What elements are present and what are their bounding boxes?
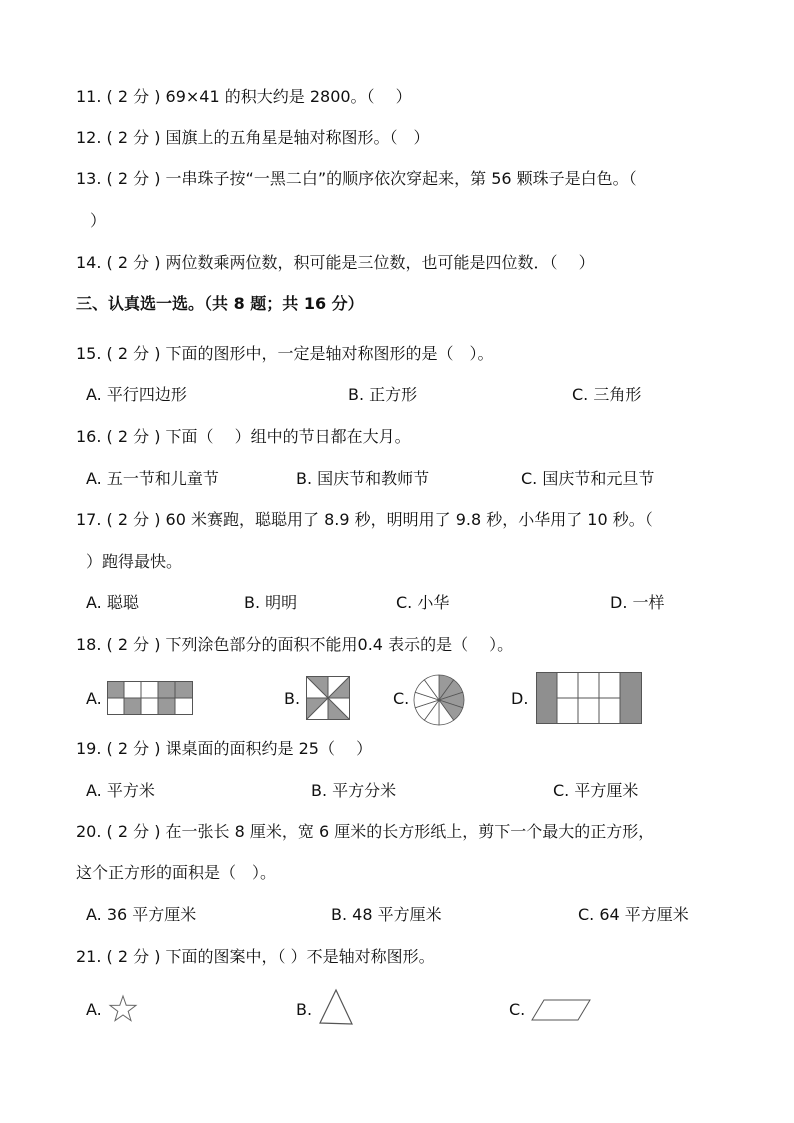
question-17-line-2: ）跑得最快。	[86, 552, 183, 571]
q16-option-b: B. 国庆节和教师节	[296, 469, 430, 488]
question-12: 12. ( 2 分 ) 国旗上的五角星是轴对称图形。（ ）	[76, 128, 430, 147]
question-19: 19. ( 2 分 ) 课桌面的面积约是 25（ ）	[76, 739, 373, 758]
q17-option-d: D. 一样	[610, 593, 665, 612]
q16-option-a: A. 五一节和儿童节	[86, 469, 219, 488]
question-18: 18. ( 2 分 ) 下列涂色部分的面积不能用0.4 表示的是（ ）。	[76, 635, 514, 654]
q17-option-a: A. 聪聪	[86, 593, 139, 612]
section-3-heading: 三、认真选一选。（共 8 题；共 16 分）	[76, 294, 364, 313]
q19-option-b: B. 平方分米	[311, 781, 397, 800]
q20-option-b: B. 48 平方厘米	[331, 905, 442, 924]
q18-figure-b-square	[306, 676, 350, 720]
q18-option-d: D.	[511, 689, 529, 708]
q17-option-c: C. 小华	[396, 593, 450, 612]
q18-option-a: A.	[86, 689, 102, 708]
q18-figure-a-grid	[107, 681, 193, 715]
q21-option-b: B.	[296, 1000, 313, 1019]
triangle-icon	[318, 988, 354, 1026]
question-11: 11. ( 2 分 ) 69×41 的积大约是 2800。（ ）	[76, 87, 412, 106]
q15-option-a: A. 平行四边形	[86, 385, 187, 404]
q17-option-b: B. 明明	[244, 593, 298, 612]
question-20-line-2: 这个正方形的面积是（ ）。	[76, 863, 277, 882]
question-13-line-2: ）	[90, 211, 107, 230]
q20-option-a: A. 36 平方厘米	[86, 905, 197, 924]
question-15: 15. ( 2 分 ) 下面的图形中，一定是轴对称图形的是（ ）。	[76, 344, 494, 363]
question-16: 16. ( 2 分 ) 下面（ ）组中的节日都在大月。	[76, 427, 411, 446]
q19-option-c: C. 平方厘米	[553, 781, 639, 800]
question-17-line-1: 17. ( 2 分 ) 60 米赛跑，聪聪用了 8.9 秒，明明用了 9.8 秒，小华用了 10 秒。（	[76, 510, 653, 529]
question-21: 21. ( 2 分 ) 下面的图案中，（ ）不是轴对称图形。	[76, 947, 435, 966]
parallelogram-icon	[530, 998, 592, 1022]
q21-option-c: C.	[509, 1000, 526, 1019]
question-20-line-1: 20. ( 2 分 ) 在一张长 8 厘米，宽 6 厘米的长方形纸上，剪下一个最大的正方形，	[76, 822, 655, 841]
q18-figure-c-circle	[412, 673, 466, 727]
q19-option-a: A. 平方米	[86, 781, 155, 800]
star-icon	[108, 994, 138, 1024]
q16-option-c: C. 国庆节和元旦节	[521, 469, 655, 488]
q18-option-b: B.	[284, 689, 301, 708]
question-14: 14. ( 2 分 ) 两位数乘两位数，积可能是三位数，也可能是四位数．（ ）	[76, 253, 595, 272]
q18-option-c: C.	[393, 689, 410, 708]
q20-option-c: C. 64 平方厘米	[578, 905, 689, 924]
q15-option-b: B. 正方形	[348, 385, 418, 404]
q18-figure-d-grid	[536, 672, 642, 724]
question-13-line-1: 13. ( 2 分 ) 一串珠子按“一黑二白”的顺序依次穿起来，第 56 颗珠子是白色。（	[76, 169, 637, 188]
q21-option-a: A.	[86, 1000, 102, 1019]
q15-option-c: C. 三角形	[572, 385, 642, 404]
